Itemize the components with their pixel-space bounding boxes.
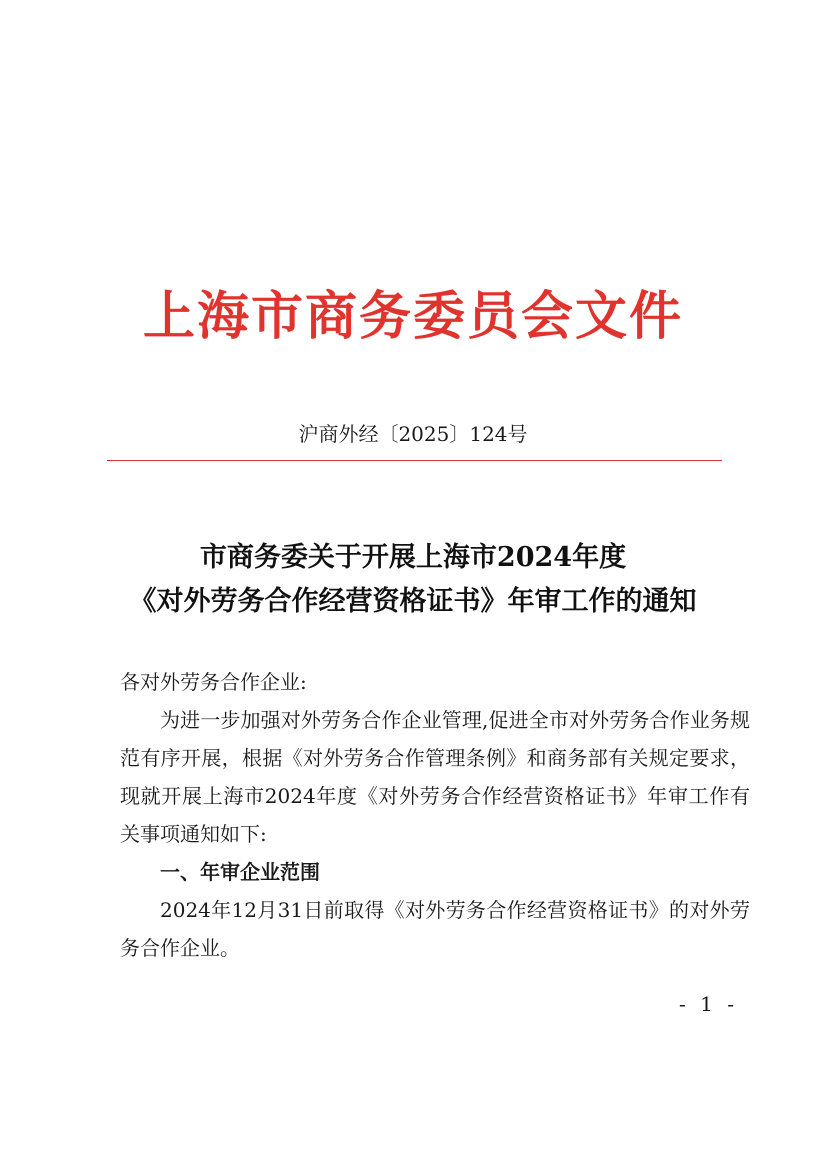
page-number: - 1 -	[679, 992, 738, 1016]
document-number: 沪商外经〔2025〕124号	[298, 422, 528, 446]
issuer-title: 上海市商务委员会文件	[142, 286, 683, 347]
section-1-paragraph: 2024年12月31日前取得《对外劳务合作经营资格证书》的对外劳务合作企业。	[120, 898, 750, 960]
notice-title	[0, 536, 826, 624]
section-1-heading: 一、年审企业范围	[160, 860, 320, 884]
body-paragraph-1: 为进一步加强对外劳务合作企业管理,促进全市对外劳务合作业务规范有序开展，根据《对外劳务合作管理条例》和商务部有关规定要求，现就开展上海市2024年度《对外劳务合作经营资格证书》年审工作有关事项通知如下:	[120, 708, 750, 846]
red-divider-line	[107, 460, 722, 461]
notice-title-line-1: 市商务委关于开展上海市2024年度	[199, 542, 627, 573]
notice-body	[120, 663, 750, 967]
salutation: 各对外劳务合作企业:	[120, 670, 307, 694]
notice-title-line-2: 《对外劳务合作经营资格证书》年审工作的通知	[129, 586, 697, 617]
